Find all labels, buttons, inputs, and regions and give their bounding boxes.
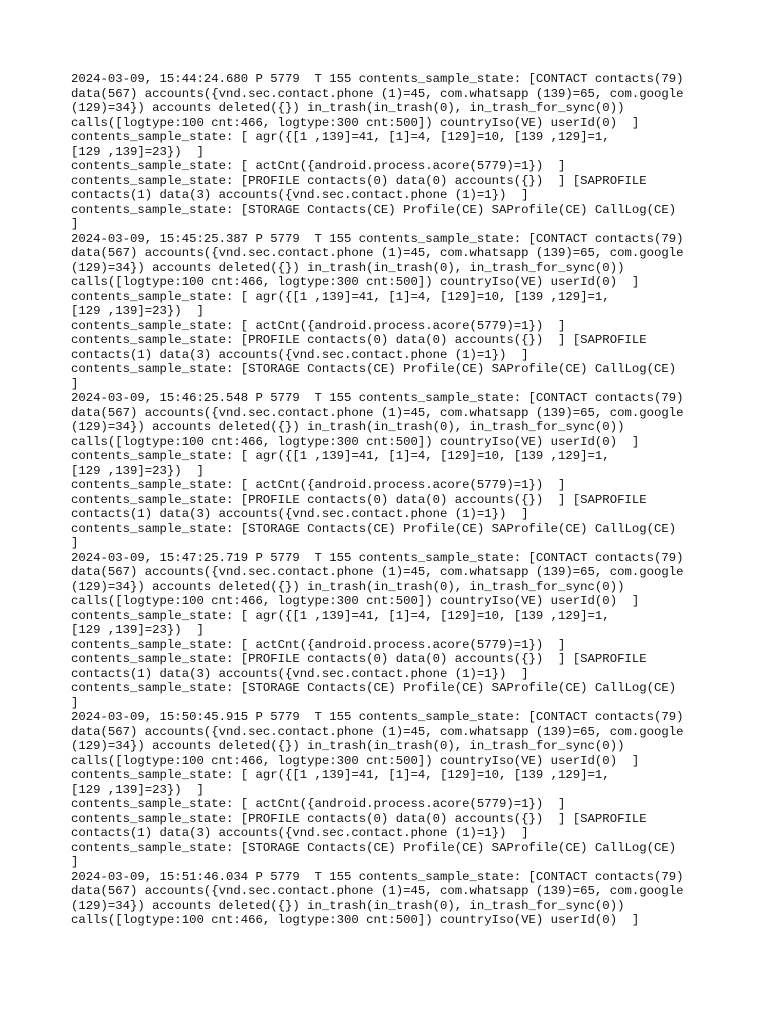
log-line: contacts(1) data(3) accounts({vnd.sec.contact.phone (1)=1}) ] <box>71 666 529 681</box>
log-line: contents_sample_state: [PROFILE contacts(0) data(0) accounts({}) ] [SAPROFILE <box>71 333 647 347</box>
log-line: (129)=34}) accounts deleted({}) in_trash(in_trash(0), in_trash_for_sync(0)) <box>71 579 625 594</box>
log-line: data(567) accounts({vnd.sec.contact.phone (1)=45, com.whatsapp (139)=65, com.google <box>71 724 684 739</box>
log-line: contents_sample_state: [ actCnt({android.process.acore(5779)=1}) ] <box>71 797 566 811</box>
log-line: ] <box>71 376 79 391</box>
log-line: contents_sample_state: [STORAGE Contacts(CE) Profile(CE) SAProfile(CE) CallLog(CE) <box>71 521 677 536</box>
log-line: contents_sample_state: [STORAGE Contacts(CE) Profile(CE) SAProfile(CE) CallLog(CE) <box>71 681 677 695</box>
log-line: contents_sample_state: [ agr({[1 ,139]=41, [1]=4, [129]=10, [139 ,129]=1, <box>71 608 610 623</box>
log-line: [129 ,139]=23}) ] <box>71 304 204 318</box>
log-line: contents_sample_state: [PROFILE contacts(0) data(0) accounts({}) ] [SAPROFILE <box>71 173 647 188</box>
log-line: contacts(1) data(3) accounts({vnd.sec.contact.phone (1)=1}) ] <box>71 347 529 362</box>
log-line: (129)=34}) accounts deleted({}) in_trash(in_trash(0), in_trash_for_sync(0)) <box>71 101 625 115</box>
log-line: 2024-03-09, 15:45:25.387 P 5779 T 155 contents_sample_state: [CONTACT contacts(79) <box>71 231 684 246</box>
log-line: calls([logtype:100 cnt:466, logtype:300 cnt:500]) countryIso(VE) userId(0) ] <box>71 753 640 768</box>
log-line: 2024-03-09, 15:50:45.915 P 5779 T 155 contents_sample_state: [CONTACT contacts(79) <box>71 710 684 724</box>
log-line: contents_sample_state: [ agr({[1 ,139]=41, [1]=4, [129]=10, [139 ,129]=1, <box>71 449 610 463</box>
log-line: (129)=34}) accounts deleted({}) in_trash(in_trash(0), in_trash_for_sync(0)) <box>71 260 625 275</box>
log-line: contents_sample_state: [ actCnt({android.process.acore(5779)=1}) ] <box>71 318 566 333</box>
log-line: contents_sample_state: [PROFILE contacts(0) data(0) accounts({}) ] [SAPROFILE <box>71 811 647 826</box>
log-line: [129 ,139]=23}) ] <box>71 623 204 637</box>
log-line: calls([logtype:100 cnt:466, logtype:300 cnt:500]) countryIso(VE) userId(0) ] <box>71 115 640 130</box>
log-line: ] <box>71 695 79 710</box>
log-line: [129 ,139]=23}) ] <box>71 782 204 797</box>
log-line: ] <box>71 855 79 869</box>
log-line: 2024-03-09, 15:51:46.034 P 5779 T 155 contents_sample_state: [CONTACT contacts(79) <box>71 869 684 884</box>
log-line: calls([logtype:100 cnt:466, logtype:300 cnt:500]) countryIso(VE) userId(0) ] <box>71 434 640 449</box>
log-line: contacts(1) data(3) accounts({vnd.sec.contact.phone (1)=1}) ] <box>71 188 529 202</box>
log-line: 2024-03-09, 15:46:25.548 P 5779 T 155 contents_sample_state: [CONTACT contacts(79) <box>71 391 684 405</box>
log-line: contents_sample_state: [ agr({[1 ,139]=41, [1]=4, [129]=10, [139 ,129]=1, <box>71 289 610 304</box>
log-line: (129)=34}) accounts deleted({}) in_trash(in_trash(0), in_trash_for_sync(0)) <box>71 739 625 753</box>
log-line: [129 ,139]=23}) ] <box>71 144 204 159</box>
log-document <box>71 72 711 928</box>
log-line: calls([logtype:100 cnt:466, logtype:300 cnt:500]) countryIso(VE) userId(0) ] <box>71 275 640 289</box>
log-line: contents_sample_state: [PROFILE contacts(0) data(0) accounts({}) ] [SAPROFILE <box>71 492 647 507</box>
log-line: contents_sample_state: [ actCnt({android.process.acore(5779)=1}) ] <box>71 637 566 652</box>
log-line: data(567) accounts({vnd.sec.contact.phone (1)=45, com.whatsapp (139)=65, com.google <box>71 884 684 898</box>
log-line: (129)=34}) accounts deleted({}) in_trash(in_trash(0), in_trash_for_sync(0)) <box>71 898 625 913</box>
log-line: contacts(1) data(3) accounts({vnd.sec.contact.phone (1)=1}) ] <box>71 826 529 840</box>
log-line: calls([logtype:100 cnt:466, logtype:300 cnt:500]) countryIso(VE) userId(0) ] <box>71 594 640 608</box>
log-line: ] <box>71 536 79 550</box>
log-line: ] <box>71 217 79 231</box>
log-line: contents_sample_state: [STORAGE Contacts(CE) Profile(CE) SAProfile(CE) CallLog(CE) <box>71 840 677 855</box>
log-line: calls([logtype:100 cnt:466, logtype:300 cnt:500]) countryIso(VE) userId(0) ] <box>71 913 640 927</box>
log-line: data(567) accounts({vnd.sec.contact.phone (1)=45, com.whatsapp (139)=65, com.google <box>71 246 684 260</box>
log-line: contents_sample_state: [STORAGE Contacts(CE) Profile(CE) SAProfile(CE) CallLog(CE) <box>71 202 677 217</box>
log-line: 2024-03-09, 15:44:24.680 P 5779 T 155 contents_sample_state: [CONTACT contacts(79) <box>71 72 684 86</box>
log-line: (129)=34}) accounts deleted({}) in_trash(in_trash(0), in_trash_for_sync(0)) <box>71 420 625 434</box>
log-line: contents_sample_state: [PROFILE contacts(0) data(0) accounts({}) ] [SAPROFILE <box>71 652 647 666</box>
log-line: contents_sample_state: [STORAGE Contacts(CE) Profile(CE) SAProfile(CE) CallLog(CE) <box>71 362 677 376</box>
log-line: 2024-03-09, 15:47:25.719 P 5779 T 155 contents_sample_state: [CONTACT contacts(79) <box>71 550 684 565</box>
log-line: contents_sample_state: [ agr({[1 ,139]=41, [1]=4, [129]=10, [139 ,129]=1, <box>71 130 610 144</box>
log-line: contents_sample_state: [ actCnt({android.process.acore(5779)=1}) ] <box>71 159 566 173</box>
log-line: contents_sample_state: [ agr({[1 ,139]=41, [1]=4, [129]=10, [139 ,129]=1, <box>71 768 610 782</box>
log-line: contents_sample_state: [ actCnt({android.process.acore(5779)=1}) ] <box>71 478 566 492</box>
log-line: [129 ,139]=23}) ] <box>71 463 204 478</box>
log-line: data(567) accounts({vnd.sec.contact.phone (1)=45, com.whatsapp (139)=65, com.google <box>71 405 684 420</box>
log-line: data(567) accounts({vnd.sec.contact.phone (1)=45, com.whatsapp (139)=65, com.google <box>71 565 684 579</box>
log-line: contacts(1) data(3) accounts({vnd.sec.contact.phone (1)=1}) ] <box>71 507 529 521</box>
log-line: data(567) accounts({vnd.sec.contact.phone (1)=45, com.whatsapp (139)=65, com.google <box>71 86 684 101</box>
